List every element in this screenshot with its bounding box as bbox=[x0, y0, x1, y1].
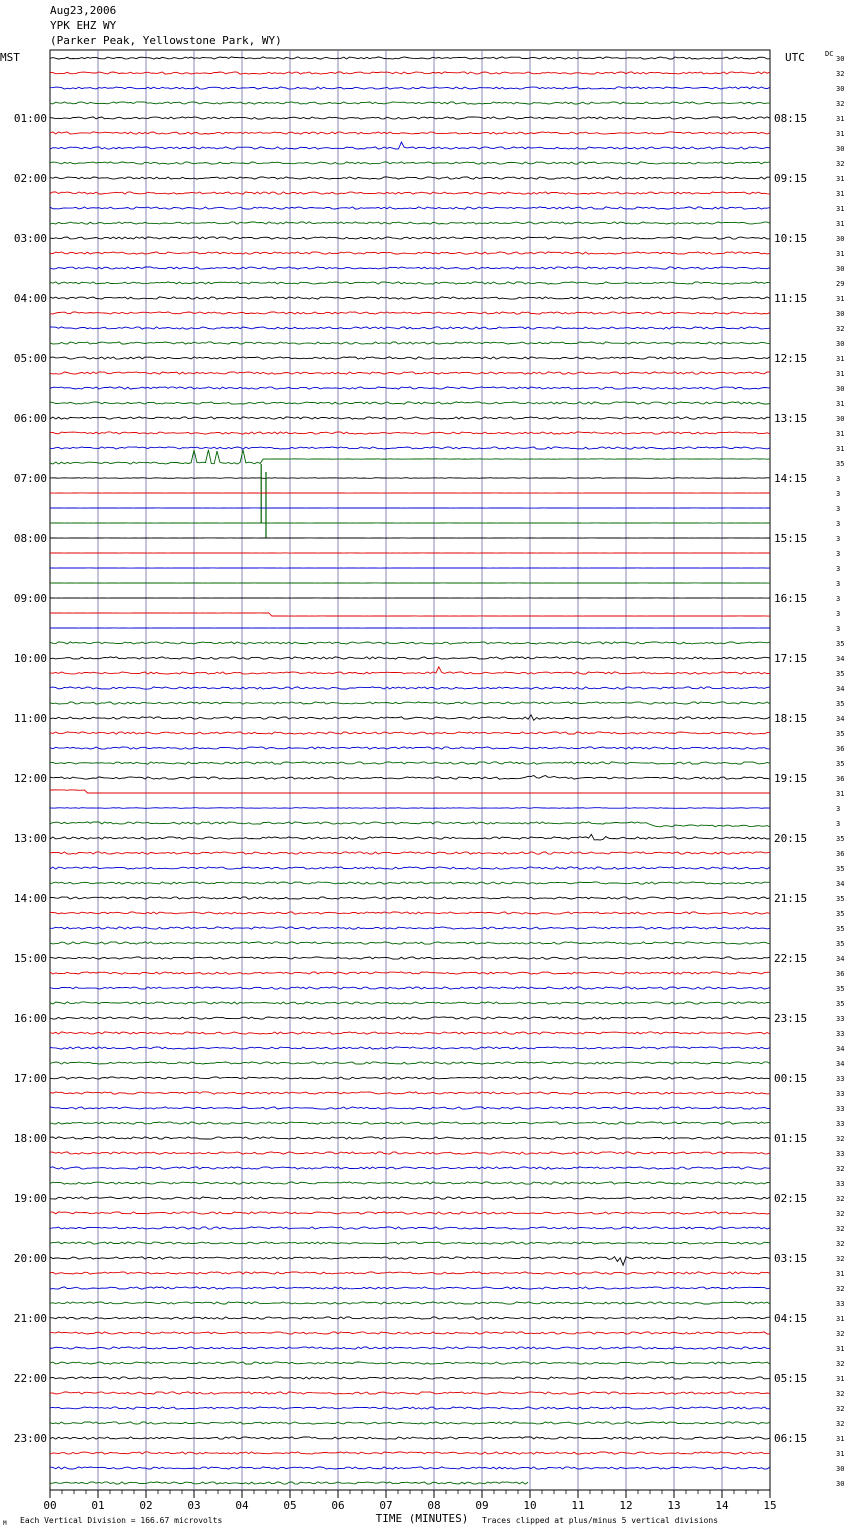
dc-value: 3 bbox=[836, 535, 841, 543]
dc-value: 35 bbox=[836, 460, 845, 468]
trace-line bbox=[50, 402, 770, 404]
dc-value: 34 bbox=[836, 955, 845, 963]
dc-value: 34 bbox=[836, 880, 845, 888]
trace-line bbox=[50, 852, 770, 854]
dc-value: 34 bbox=[836, 1060, 845, 1068]
mst-hour-label: 15:00 bbox=[13, 952, 47, 965]
dc-value: 33 bbox=[836, 1075, 845, 1083]
dc-value: 35 bbox=[836, 730, 845, 738]
dc-value: 30 bbox=[836, 1480, 845, 1488]
dc-value: 32 bbox=[836, 1210, 845, 1218]
trace-line bbox=[50, 192, 770, 194]
trace-line bbox=[50, 1182, 770, 1184]
axis-labels bbox=[0, 50, 844, 1527]
dc-value: 31 bbox=[836, 220, 845, 228]
dc-value: 3 bbox=[836, 820, 841, 828]
dc-value: 33 bbox=[836, 1180, 845, 1188]
mst-hour-label: 01:00 bbox=[13, 112, 47, 125]
x-tick-label: 06 bbox=[331, 1499, 345, 1512]
mst-hour-label: 06:00 bbox=[13, 412, 47, 425]
trace-line bbox=[50, 450, 770, 464]
dc-value: 35 bbox=[836, 910, 845, 918]
dc-value: 30 bbox=[836, 85, 845, 93]
x-tick-label: 11 bbox=[571, 1499, 585, 1512]
dc-value: 3 bbox=[836, 805, 841, 813]
trace-line bbox=[50, 1422, 770, 1424]
trace-line bbox=[50, 912, 770, 914]
utc-hour-label: 11:15 bbox=[774, 292, 808, 305]
header-location: (Parker Peak, Yellowstone Park, WY) bbox=[50, 34, 282, 47]
utc-axis-label: UTC bbox=[785, 51, 805, 64]
mst-hour-label: 18:00 bbox=[13, 1132, 47, 1145]
trace-line bbox=[50, 1197, 770, 1199]
x-tick-label: 12 bbox=[619, 1499, 633, 1512]
dc-value: 3 bbox=[836, 565, 841, 573]
x-tick-label: 00 bbox=[43, 1499, 57, 1512]
dc-value: 36 bbox=[836, 970, 845, 978]
trace-line bbox=[50, 942, 770, 944]
trace-line bbox=[50, 87, 770, 89]
mst-hour-label: 17:00 bbox=[13, 1072, 47, 1085]
utc-hour-label: 13:15 bbox=[774, 412, 808, 425]
dc-value: 35 bbox=[836, 700, 845, 708]
utc-hour-label: 16:15 bbox=[774, 592, 808, 605]
trace-line bbox=[50, 312, 770, 314]
dc-value: 31 bbox=[836, 295, 845, 303]
trace-line bbox=[50, 1047, 770, 1049]
trace-line bbox=[50, 1122, 770, 1124]
dc-value: 32 bbox=[836, 1405, 845, 1413]
dc-value: 31 bbox=[836, 130, 845, 138]
dc-value: 30 bbox=[836, 55, 845, 63]
trace-line bbox=[50, 1272, 770, 1274]
dc-value: 34 bbox=[836, 685, 845, 693]
trace-line bbox=[50, 1257, 770, 1266]
dc-value: 3 bbox=[836, 580, 841, 588]
x-tick-label: 15 bbox=[763, 1499, 777, 1512]
trace-line bbox=[50, 142, 770, 149]
dc-value: 35 bbox=[836, 760, 845, 768]
seismic-traces bbox=[50, 57, 770, 1484]
x-axis-label: TIME (MINUTES) bbox=[375, 1512, 469, 1525]
utc-hour-label: 00:15 bbox=[774, 1072, 808, 1085]
clip-note: Traces clipped at plus/minus 5 vertical divisions bbox=[482, 1516, 719, 1525]
x-tick-label: 01 bbox=[91, 1499, 105, 1512]
mst-hour-label: 09:00 bbox=[13, 592, 47, 605]
mst-hour-label: 03:00 bbox=[13, 232, 47, 245]
dc-value: 30 bbox=[836, 265, 845, 273]
dc-value: 32 bbox=[836, 160, 845, 168]
trace-line bbox=[50, 1302, 770, 1304]
trace-line bbox=[50, 1467, 770, 1469]
dc-value: 31 bbox=[836, 1315, 845, 1323]
mst-hour-label: 19:00 bbox=[13, 1192, 47, 1205]
utc-hour-label: 21:15 bbox=[774, 892, 808, 905]
dc-value: 35 bbox=[836, 925, 845, 933]
mst-hour-label: 20:00 bbox=[13, 1252, 47, 1265]
trace-line bbox=[50, 732, 770, 734]
x-tick-label: 13 bbox=[667, 1499, 681, 1512]
utc-hour-label: 05:15 bbox=[774, 1372, 808, 1385]
mst-hour-label: 02:00 bbox=[13, 172, 47, 185]
dc-value: 30 bbox=[836, 340, 845, 348]
x-tick-label: 03 bbox=[187, 1499, 201, 1512]
trace-line bbox=[50, 882, 770, 884]
dc-value: 3 bbox=[836, 610, 841, 618]
dc-value: 31 bbox=[836, 430, 845, 438]
dc-value: 32 bbox=[836, 1360, 845, 1368]
utc-hour-label: 06:15 bbox=[774, 1432, 808, 1445]
dc-value: 35 bbox=[836, 640, 845, 648]
trace-line bbox=[50, 1242, 770, 1244]
dc-value: 32 bbox=[836, 1390, 845, 1398]
trace-line bbox=[50, 1407, 770, 1409]
trace-line bbox=[50, 715, 770, 720]
utc-hour-label: 22:15 bbox=[774, 952, 808, 965]
x-tick-label: 08 bbox=[427, 1499, 441, 1512]
trace-line bbox=[50, 1062, 770, 1064]
dc-value: 31 bbox=[836, 205, 845, 213]
corner-mark: M bbox=[3, 1520, 7, 1527]
trace-line bbox=[50, 102, 770, 104]
mst-hour-label: 08:00 bbox=[13, 532, 47, 545]
dc-value: 32 bbox=[836, 1255, 845, 1263]
trace-line bbox=[50, 1107, 770, 1109]
utc-hour-label: 02:15 bbox=[774, 1192, 808, 1205]
trace-line bbox=[50, 776, 770, 780]
trace-line bbox=[50, 1152, 770, 1154]
x-tick-label: 04 bbox=[235, 1499, 249, 1512]
dc-value: 3 bbox=[836, 475, 841, 483]
dc-value: 32 bbox=[836, 70, 845, 78]
trace-line bbox=[50, 987, 770, 989]
trace-line bbox=[50, 447, 770, 449]
x-tick-label: 09 bbox=[475, 1499, 489, 1512]
utc-hour-label: 03:15 bbox=[774, 1252, 808, 1265]
dc-value: 3 bbox=[836, 595, 841, 603]
utc-hour-label: 14:15 bbox=[774, 472, 808, 485]
dc-value: 35 bbox=[836, 670, 845, 678]
dc-value: 32 bbox=[836, 1165, 845, 1173]
dc-value: 3 bbox=[836, 625, 841, 633]
dc-value: 31 bbox=[836, 400, 845, 408]
trace-line bbox=[50, 267, 770, 269]
trace-line bbox=[50, 613, 770, 616]
header-station: YPK EHZ WY bbox=[50, 19, 117, 32]
utc-hour-label: 12:15 bbox=[774, 352, 808, 365]
x-tick-label: 07 bbox=[379, 1499, 393, 1512]
dc-value: 36 bbox=[836, 850, 845, 858]
dc-value: 31 bbox=[836, 445, 845, 453]
utc-hour-label: 20:15 bbox=[774, 832, 808, 845]
trace-line bbox=[50, 762, 770, 764]
utc-hour-label: 17:15 bbox=[774, 652, 808, 665]
trace-line bbox=[50, 972, 770, 974]
trace-line bbox=[50, 790, 770, 793]
trace-line bbox=[50, 417, 770, 419]
trace-line bbox=[50, 432, 770, 434]
scale-note: Each Vertical Division = 166.67 microvolts bbox=[20, 1516, 223, 1525]
trace-line bbox=[50, 1452, 770, 1454]
trace-line bbox=[50, 237, 770, 239]
trace-line bbox=[50, 808, 770, 809]
trace-line bbox=[50, 1017, 770, 1019]
dc-value: 3 bbox=[836, 505, 841, 513]
dc-value: 32 bbox=[836, 100, 845, 108]
mst-hour-label: 07:00 bbox=[13, 472, 47, 485]
trace-line bbox=[50, 1332, 770, 1334]
dc-value: 35 bbox=[836, 835, 845, 843]
dc-value: 33 bbox=[836, 1015, 845, 1023]
dc-value: 31 bbox=[836, 370, 845, 378]
dc-value: 33 bbox=[836, 1105, 845, 1113]
dc-value: 36 bbox=[836, 775, 845, 783]
dc-value: 32 bbox=[836, 1285, 845, 1293]
dc-value: 32 bbox=[836, 1420, 845, 1428]
dc-value: 35 bbox=[836, 895, 845, 903]
trace-line bbox=[50, 387, 770, 389]
utc-hour-label: 10:15 bbox=[774, 232, 808, 245]
plot-frame bbox=[50, 50, 770, 1490]
trace-line bbox=[50, 1002, 770, 1004]
dc-value: 30 bbox=[836, 1465, 845, 1473]
trace-line bbox=[50, 1392, 770, 1394]
dc-value: 31 bbox=[836, 1345, 845, 1353]
dc-value: 35 bbox=[836, 1000, 845, 1008]
mst-hour-label: 23:00 bbox=[13, 1432, 47, 1445]
trace-line bbox=[50, 1212, 770, 1214]
dc-value: 31 bbox=[836, 190, 845, 198]
dc-value: 33 bbox=[836, 1120, 845, 1128]
trace-line bbox=[50, 357, 770, 359]
dc-value: 32 bbox=[836, 325, 845, 333]
trace-line bbox=[50, 372, 770, 374]
dc-value: 31 bbox=[836, 250, 845, 258]
dc-value: 36 bbox=[836, 745, 845, 753]
trace-line bbox=[50, 478, 770, 479]
dc-value: 30 bbox=[836, 415, 845, 423]
trace-line bbox=[50, 1227, 770, 1229]
mst-hour-label: 10:00 bbox=[13, 652, 47, 665]
dc-value: 31 bbox=[836, 790, 845, 798]
dc-value: 35 bbox=[836, 940, 845, 948]
utc-hour-label: 01:15 bbox=[774, 1132, 808, 1145]
dc-value: 3 bbox=[836, 490, 841, 498]
x-tick-label: 05 bbox=[283, 1499, 297, 1512]
trace-line bbox=[50, 342, 770, 344]
trace-line bbox=[50, 1287, 770, 1289]
trace-line bbox=[50, 822, 770, 827]
dc-value: 31 bbox=[836, 1450, 845, 1458]
dc-value: 32 bbox=[836, 1330, 845, 1338]
dc-value: 3 bbox=[836, 520, 841, 528]
dc-value: 3 bbox=[836, 550, 841, 558]
mst-hour-label: 13:00 bbox=[13, 832, 47, 845]
trace-line bbox=[50, 222, 770, 224]
trace-line bbox=[50, 657, 770, 659]
trace-line bbox=[50, 297, 770, 299]
utc-hour-label: 19:15 bbox=[774, 772, 808, 785]
dc-value: 31 bbox=[836, 1270, 845, 1278]
trace-line bbox=[50, 177, 770, 179]
trace-line bbox=[50, 642, 770, 644]
x-tick-label: 02 bbox=[139, 1499, 153, 1512]
header-date: Aug23,2006 bbox=[50, 4, 117, 17]
dc-value: 30 bbox=[836, 310, 845, 318]
trace-line bbox=[50, 667, 770, 674]
trace-line bbox=[50, 117, 770, 119]
trace-line bbox=[50, 834, 770, 840]
dc-value: 31 bbox=[836, 115, 845, 123]
trace-line bbox=[50, 207, 770, 209]
dc-value: 33 bbox=[836, 1300, 845, 1308]
trace-line bbox=[50, 1347, 770, 1349]
dc-value: 33 bbox=[836, 1150, 845, 1158]
dc-value: 30 bbox=[836, 235, 845, 243]
trace-line bbox=[50, 1377, 770, 1379]
trace-line bbox=[50, 252, 770, 254]
mst-axis-label: MST bbox=[0, 51, 20, 64]
mst-hour-label: 21:00 bbox=[13, 1312, 47, 1325]
mst-hour-label: 22:00 bbox=[13, 1372, 47, 1385]
utc-hour-label: 04:15 bbox=[774, 1312, 808, 1325]
trace-line bbox=[50, 72, 770, 74]
trace-line bbox=[50, 1167, 770, 1169]
mst-hour-label: 11:00 bbox=[13, 712, 47, 725]
utc-hour-label: 15:15 bbox=[774, 532, 808, 545]
trace-line bbox=[50, 1362, 770, 1364]
trace-line bbox=[50, 927, 770, 929]
mst-hour-label: 05:00 bbox=[13, 352, 47, 365]
dc-value: 32 bbox=[836, 1225, 845, 1233]
dc-value: 32 bbox=[836, 1195, 845, 1203]
trace-line bbox=[50, 687, 770, 689]
utc-hour-label: 08:15 bbox=[774, 112, 808, 125]
trace-line bbox=[50, 282, 770, 284]
trace-line bbox=[50, 957, 770, 959]
dc-value: 31 bbox=[836, 175, 845, 183]
dc-value: 33 bbox=[836, 1030, 845, 1038]
trace-line bbox=[50, 162, 770, 164]
trace-line bbox=[50, 702, 770, 704]
trace-line bbox=[50, 1032, 770, 1034]
trace-line bbox=[50, 1437, 770, 1439]
dc-value: 31 bbox=[836, 1375, 845, 1383]
utc-hour-label: 09:15 bbox=[774, 172, 808, 185]
x-tick-label: 10 bbox=[523, 1499, 537, 1512]
dc-value: 34 bbox=[836, 1045, 845, 1053]
dc-value: 32 bbox=[836, 1135, 845, 1143]
mst-hour-label: 04:00 bbox=[13, 292, 47, 305]
dc-value: 29 bbox=[836, 280, 845, 288]
trace-line bbox=[50, 132, 770, 134]
dc-value: 31 bbox=[836, 355, 845, 363]
dc-value: 34 bbox=[836, 715, 845, 723]
mst-hour-label: 14:00 bbox=[13, 892, 47, 905]
trace-line bbox=[50, 1137, 770, 1139]
trace-line bbox=[50, 1482, 528, 1484]
trace-line bbox=[50, 897, 770, 899]
trace-line bbox=[50, 1077, 770, 1079]
dc-value: 34 bbox=[836, 655, 845, 663]
mst-hour-label: 16:00 bbox=[13, 1012, 47, 1025]
dc-label: DC bbox=[825, 50, 834, 58]
utc-hour-label: 18:15 bbox=[774, 712, 808, 725]
trace-line bbox=[50, 1092, 770, 1094]
mst-hour-label: 12:00 bbox=[13, 772, 47, 785]
x-tick-label: 14 bbox=[715, 1499, 729, 1512]
utc-hour-label: 23:15 bbox=[774, 1012, 808, 1025]
trace-line bbox=[50, 57, 770, 59]
dc-value: 35 bbox=[836, 865, 845, 873]
dc-value: 31 bbox=[836, 1435, 845, 1443]
trace-line bbox=[50, 867, 770, 869]
dc-value: 32 bbox=[836, 1240, 845, 1248]
trace-line bbox=[50, 1317, 770, 1319]
dc-value: 30 bbox=[836, 145, 845, 153]
dc-value: 30 bbox=[836, 385, 845, 393]
trace-line bbox=[50, 747, 770, 749]
dc-value: 33 bbox=[836, 1090, 845, 1098]
dc-value: 35 bbox=[836, 985, 845, 993]
trace-line bbox=[50, 327, 770, 329]
